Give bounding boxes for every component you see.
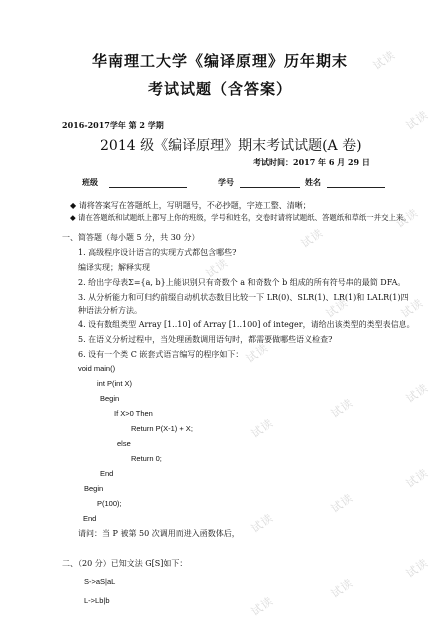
name-label: 姓名 [305,177,321,187]
name-blank [327,179,385,188]
code-line: else [117,439,131,448]
id-field-label [218,177,300,188]
class-field-label [82,177,187,188]
note-item [70,200,311,211]
watermark: 试读 [403,556,431,581]
question-3-continued: 种语法分析方法。 [78,306,142,315]
watermark: 试读 [243,341,271,366]
code-line: P(100); [97,499,122,508]
note-text: 请在答题纸和试题纸上都写上你的班级，学号和姓名，交卷时请将试题纸、答题纸和草纸一并交上来。 [78,213,411,222]
id-label: 学号 [218,177,234,187]
answer-1: 编译实现；解释实现 [78,263,150,272]
watermark: 试读 [403,381,431,406]
watermark: 试读 [403,108,431,133]
watermark: 试读 [248,594,276,619]
exam-time: 考试时间：2017 年 6 月 29 日 [253,157,370,167]
code-line: void main() [78,364,116,373]
code-line: End [83,514,97,523]
class-label: 班级 [82,177,98,187]
watermark: 试读 [370,48,398,73]
watermark: 试读 [298,226,326,251]
section-2-header: 二、（20 分）已知文法 G[S]如下： [62,559,188,568]
code-line: If X>0 Then [114,409,153,418]
question-1: 1. 高级程序设计语言的实现方式都包含哪些? [78,248,237,257]
question-4: 4. 设有数组类型 Array [1..10] of Array [1..100] of integer，请给出该类型的类型表信息。 [78,320,415,329]
watermark: 试读 [328,491,356,516]
question-6-ask: 请问：当 P 被第 50 次调用而进入函数体后， [78,529,240,538]
code-line: Return P(X-1) + X; [131,424,193,433]
code-line: int P(int X) [97,379,133,388]
grammar-rule: S->aS|aL [84,577,116,586]
watermark: 试读 [393,206,421,231]
diamond-bullet-icon: ◆ [70,201,77,210]
watermark: 试读 [328,576,356,601]
watermark: 试读 [403,466,431,491]
name-field-label [305,177,385,188]
document-subtitle: 考试试题（含答案） [147,80,292,98]
question-2: 2. 给出字母表Σ={a, b}上能识别只有奇数个 a 和奇数个 b 组成的所有符号串的最简 DFA。 [78,278,406,287]
watermark: 试读 [398,296,426,321]
note-text: 请将答案写在答题纸上，写明题号，不必抄题，字迹工整、清晰； [78,201,311,210]
diamond-bullet-icon: ◆ [70,213,76,222]
code-line: Return 0; [131,454,162,463]
code-line: End [100,469,114,478]
question-5: 5. 在语义分析过程中，当处理函数调用语句时，都需要做哪些语义检查? [78,335,333,344]
watermark: 试读 [203,256,231,281]
question-6: 6. 设有一个类 C 嵌套式语言编写的程序如下： [78,350,244,359]
exam-title: 2014 级《编译原理》期末考试试题(A 卷) [100,138,362,154]
id-blank [240,179,300,188]
question-3: 3. 从分析能力和可归约前缀自动机状态数目比较一下 LR(0)、SLR(1)、LR(1)和 LALR(1)四 [78,293,409,302]
code-line: Begin [84,484,104,493]
section-1-header: 一、简答题（每小题 5 分，共 30 分） [62,233,200,242]
watermark: 试读 [328,396,356,421]
watermark: 试读 [323,296,351,321]
term-label: 2016-2017学年 第 2 学期 [62,120,164,130]
class-blank [109,179,187,188]
document-title: 华南理工大学《编译原理》历年期末 [91,52,348,70]
watermark: 试读 [248,416,276,441]
note-item [70,212,411,223]
grammar-rule: L->Lb|b [84,596,110,605]
code-line: Begin [100,394,120,403]
watermark: 试读 [248,511,276,536]
